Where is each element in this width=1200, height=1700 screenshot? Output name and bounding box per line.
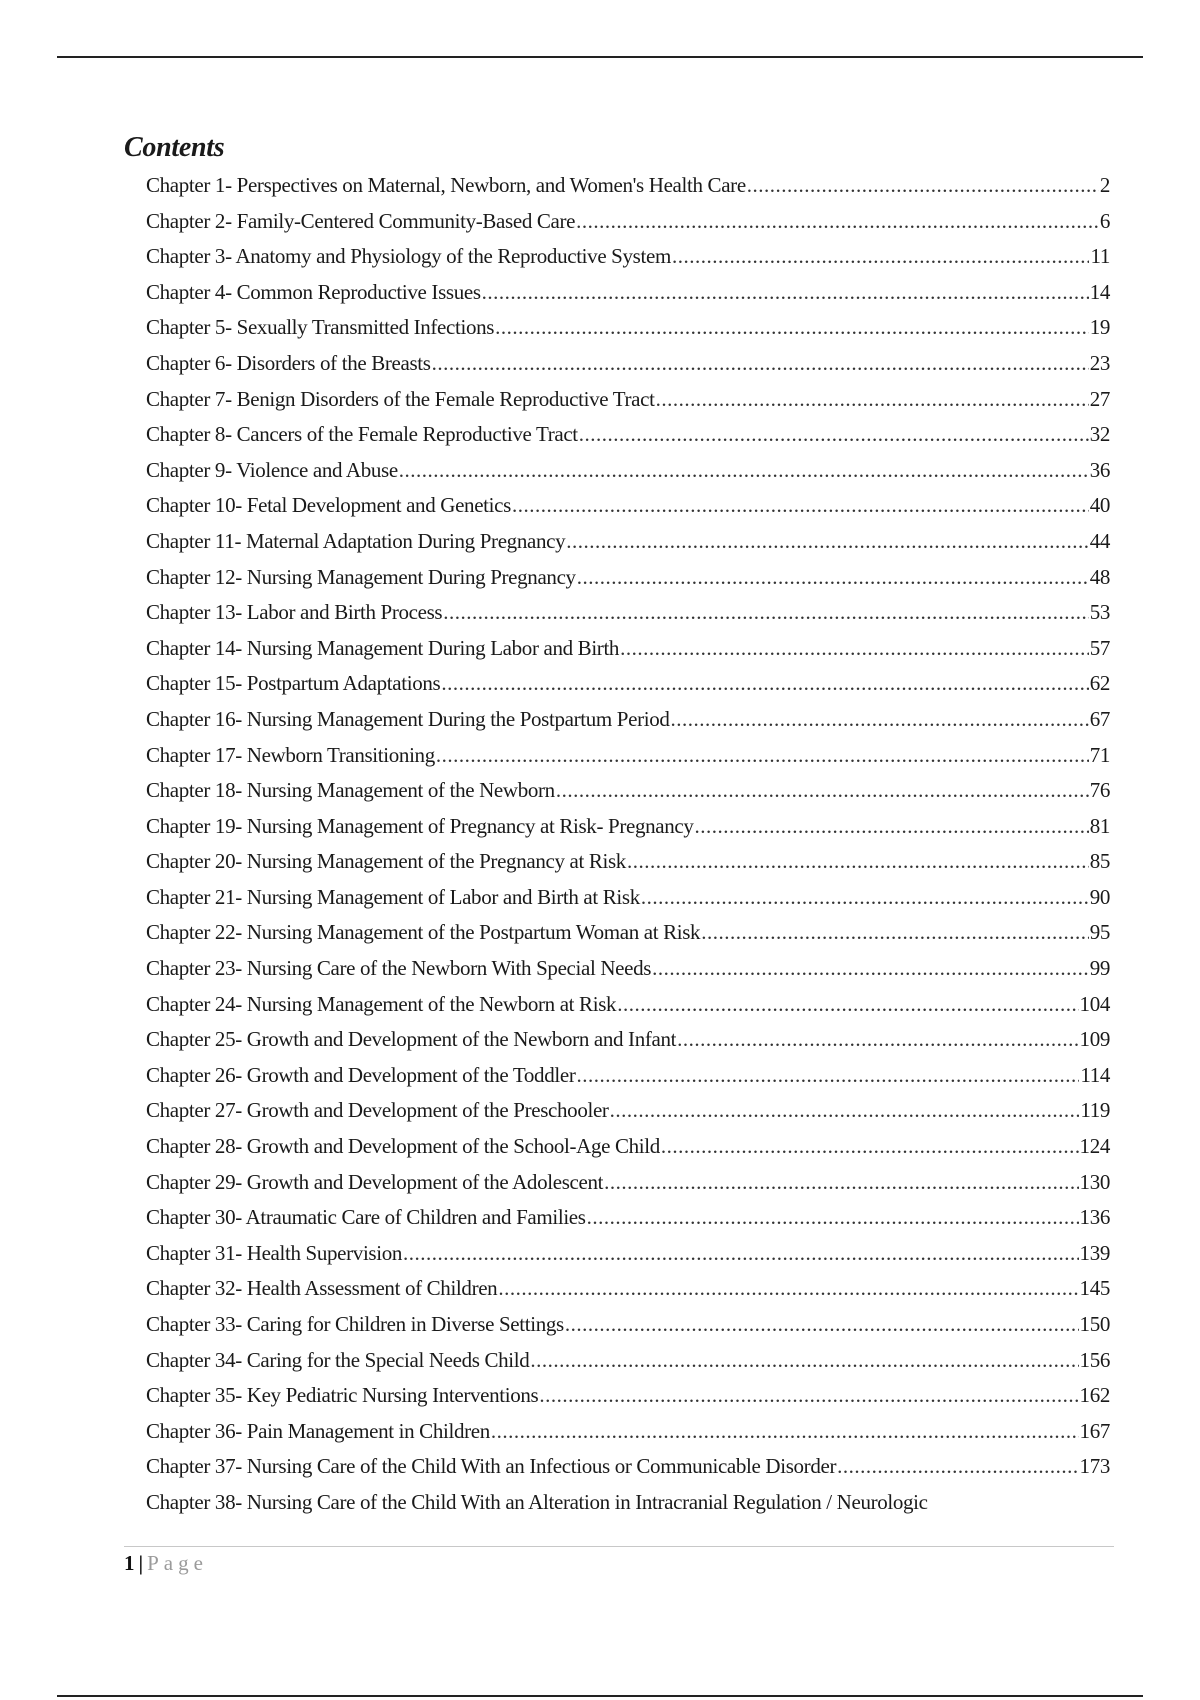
toc-entry[interactable] <box>146 1419 1110 1455</box>
toc-entry[interactable] <box>146 636 1110 672</box>
toc-entry-title: Chapter 37- Nursing Care of the Child With an Infectious or Communicable Disorder <box>146 1454 837 1479</box>
toc-entry-page: 14 <box>1089 279 1110 304</box>
toc-dot-leader <box>436 743 1089 768</box>
toc-entry-page: 2 <box>1099 173 1110 197</box>
toc-entry-title: Chapter 22- Nursing Management of the Postpartum Woman at Risk <box>146 920 701 945</box>
toc-entry-page: 53 <box>1089 600 1110 625</box>
toc-entry[interactable] <box>146 671 1110 707</box>
toc-entry-title: Chapter 32- Health Assessment of Children <box>146 1276 498 1301</box>
toc-dot-leader <box>620 636 1089 661</box>
toc-entry-page: 19 <box>1089 315 1110 340</box>
toc-entry-title: Chapter 23- Nursing Care of the Newborn With Special Needs <box>146 956 652 981</box>
toc-entry-title: Chapter 4- Common Reproductive Issues <box>146 279 481 304</box>
toc-entry-title: Chapter 27- Growth and Development of the Preschooler <box>146 1098 609 1123</box>
toc-entry-page: 81 <box>1089 813 1110 838</box>
toc-entry-title: Chapter 36- Pain Management in Children <box>146 1418 490 1443</box>
toc-entry[interactable] <box>146 1490 1110 1526</box>
toc-dot-leader <box>671 707 1089 732</box>
toc-dot-leader <box>565 1312 1079 1337</box>
toc-entry-title: Chapter 26- Growth and Development of the Toddler <box>146 1062 576 1087</box>
toc-dot-leader <box>443 600 1088 625</box>
toc-entry-page: 57 <box>1089 635 1110 660</box>
toc-entry-page: 104 <box>1079 991 1110 1016</box>
toc-dot-leader <box>577 565 1089 590</box>
toc-entry-page: 124 <box>1079 1134 1110 1159</box>
toc-entry-page: 32 <box>1089 422 1110 447</box>
toc-entry-title: Chapter 35- Key Pediatric Nursing Interventions <box>146 1383 539 1408</box>
toc-dot-leader <box>530 1348 1078 1373</box>
toc-entry-page: 85 <box>1089 849 1110 874</box>
toc-entry-page: 6 <box>1099 208 1110 233</box>
toc-dot-leader <box>604 1170 1078 1195</box>
toc-entry[interactable] <box>146 1348 1110 1384</box>
toc-dot-leader <box>837 1454 1078 1479</box>
toc-entry-page: 114 <box>1080 1062 1110 1087</box>
toc-dot-leader <box>512 493 1089 518</box>
toc-dot-leader <box>482 280 1089 305</box>
toc-dot-leader <box>556 778 1089 803</box>
toc-entry-title: Chapter 13- Labor and Birth Process <box>146 600 443 625</box>
toc-entry-title: Chapter 8- Cancers of the Female Reproductive Tract <box>146 422 578 447</box>
toc-entry-page: 95 <box>1089 920 1110 945</box>
toc-entry-title: Chapter 11- Maternal Adaptation During Pregnancy <box>146 528 566 553</box>
toc-entry-title: Chapter 19- Nursing Management of Pregnancy at Risk- Pregnancy <box>146 813 694 838</box>
toc-entry[interactable] <box>146 458 1110 494</box>
toc-dot-leader <box>432 351 1089 376</box>
toc-entry-page: 119 <box>1080 1098 1110 1123</box>
toc-entry-title: Chapter 18- Nursing Management of the Newborn <box>146 778 555 803</box>
table-of-contents <box>146 173 1110 1526</box>
toc-dot-leader <box>672 244 1090 269</box>
toc-entry-title: Chapter 38- Nursing Care of the Child With an Alteration in Intracranial Regulation / Neurologic <box>146 1489 928 1514</box>
toc-entry[interactable] <box>146 778 1110 814</box>
toc-dot-leader <box>403 1241 1079 1266</box>
toc-entry[interactable] <box>146 244 1110 280</box>
toc-entry[interactable] <box>146 1170 1110 1206</box>
toc-dot-leader <box>661 1134 1079 1159</box>
toc-entry-page: 136 <box>1079 1205 1110 1230</box>
toc-dot-leader <box>641 885 1089 910</box>
toc-entry-page: 36 <box>1089 457 1110 482</box>
toc-entry-title: Chapter 20- Nursing Management of the Pregnancy at Risk <box>146 849 626 874</box>
toc-dot-leader <box>627 849 1089 874</box>
toc-entry-title: Chapter 25- Growth and Development of the Newborn and Infant <box>146 1027 677 1052</box>
toc-dot-leader <box>491 1419 1079 1444</box>
toc-entry-page: 23 <box>1089 350 1110 375</box>
toc-entry-page: 99 <box>1089 956 1110 981</box>
toc-entry-title: Chapter 10- Fetal Development and Genetics <box>146 493 511 518</box>
toc-dot-leader <box>539 1383 1078 1408</box>
toc-dot-leader <box>498 1276 1078 1301</box>
toc-entry-title: Chapter 7- Benign Disorders of the Female Reproductive Tract <box>146 386 655 411</box>
toc-entry-title: Chapter 15- Postpartum Adaptations <box>146 671 441 696</box>
toc-dot-leader <box>652 956 1089 981</box>
toc-entry-title: Chapter 12- Nursing Management During Pregnancy <box>146 564 576 589</box>
toc-dot-leader <box>610 1098 1080 1123</box>
toc-entry-title: Chapter 16- Nursing Management During the Postpartum Period <box>146 706 670 731</box>
toc-entry[interactable] <box>146 956 1110 992</box>
toc-dot-leader <box>441 671 1088 696</box>
contents-heading: Contents <box>124 132 225 163</box>
toc-entry-page: 150 <box>1079 1312 1110 1336</box>
toc-dot-leader <box>399 458 1089 483</box>
toc-entry[interactable] <box>146 1063 1110 1099</box>
toc-entry-page: 40 <box>1089 493 1110 518</box>
toc-entry-title: Chapter 5- Sexually Transmitted Infections <box>146 315 495 340</box>
toc-dot-leader <box>587 1205 1079 1230</box>
toc-dot-leader <box>576 209 1099 234</box>
toc-entry-page: 67 <box>1089 706 1110 731</box>
toc-dot-leader <box>677 1027 1078 1052</box>
toc-entry[interactable] <box>146 1241 1110 1277</box>
toc-entry[interactable] <box>146 565 1110 601</box>
toc-entry-title: Chapter 24- Nursing Management of the Newborn at Risk <box>146 991 617 1016</box>
toc-entry-page: 173 <box>1079 1454 1110 1479</box>
toc-entry[interactable] <box>146 493 1110 529</box>
toc-entry-page: 62 <box>1089 671 1110 696</box>
toc-entry-title: Chapter 33- Caring for Children in Diverse Settings <box>146 1312 564 1336</box>
toc-entry[interactable] <box>146 1205 1110 1241</box>
toc-entry-title: Chapter 3- Anatomy and Physiology of the Reproductive System <box>146 244 671 269</box>
toc-entry-title: Chapter 14- Nursing Management During Labor and Birth <box>146 635 620 660</box>
footer-page-number: 1 <box>124 1551 135 1575</box>
toc-entry-title: Chapter 9- Violence and Abuse <box>146 457 398 482</box>
toc-entry[interactable] <box>146 1383 1110 1419</box>
toc-entry[interactable] <box>146 173 1110 209</box>
toc-entry[interactable] <box>146 849 1110 885</box>
page-footer <box>124 1551 208 1576</box>
toc-entry-page: 167 <box>1079 1418 1110 1443</box>
toc-entry[interactable] <box>146 1312 1110 1348</box>
toc-entry-page: 130 <box>1079 1169 1110 1194</box>
toc-entry[interactable] <box>146 992 1110 1028</box>
toc-dot-leader <box>566 529 1088 554</box>
toc-entry[interactable] <box>146 280 1110 316</box>
top-rule <box>57 56 1143 58</box>
toc-dot-leader <box>495 315 1089 340</box>
toc-entry-page: 109 <box>1079 1027 1110 1052</box>
toc-entry-title: Chapter 21- Nursing Management of Labor and Birth at Risk <box>146 884 640 909</box>
toc-entry[interactable] <box>146 1027 1110 1063</box>
toc-entry-title: Chapter 29- Growth and Development of the Adolescent <box>146 1169 604 1194</box>
toc-entry-title: Chapter 34- Caring for the Special Needs Child <box>146 1347 530 1372</box>
toc-entry-page: 11 <box>1090 244 1110 269</box>
toc-entry[interactable] <box>146 529 1110 565</box>
footer-page-word: Page <box>147 1551 208 1575</box>
toc-entry[interactable] <box>146 209 1110 245</box>
toc-entry[interactable] <box>146 387 1110 423</box>
toc-entry[interactable] <box>146 422 1110 458</box>
toc-entry-page: 156 <box>1079 1347 1110 1372</box>
toc-entry[interactable] <box>146 885 1110 921</box>
footer-rule <box>124 1546 1114 1547</box>
toc-entry[interactable] <box>146 600 1110 636</box>
toc-entry-title: Chapter 2- Family-Centered Community-Based Care <box>146 208 576 233</box>
toc-entry[interactable] <box>146 814 1110 850</box>
toc-entry-page: 44 <box>1089 528 1110 553</box>
toc-entry[interactable] <box>146 920 1110 956</box>
toc-entry-page: 90 <box>1089 884 1110 909</box>
toc-entry[interactable] <box>146 1276 1110 1312</box>
toc-entry-page: 71 <box>1089 742 1110 767</box>
toc-entry[interactable] <box>146 743 1110 779</box>
toc-entry-page: 139 <box>1079 1240 1110 1265</box>
toc-entry-title: Chapter 6- Disorders of the Breasts <box>146 350 431 375</box>
toc-entry-title: Chapter 1- Perspectives on Maternal, Newborn, and Women's Health Care <box>146 173 746 197</box>
toc-entry-page: 27 <box>1089 386 1110 411</box>
toc-entry[interactable] <box>146 1454 1110 1490</box>
toc-entry[interactable] <box>146 707 1110 743</box>
toc-entry-title: Chapter 31- Health Supervision <box>146 1240 403 1265</box>
toc-dot-leader <box>695 814 1089 839</box>
toc-entry-title: Chapter 28- Growth and Development of the School-Age Child <box>146 1134 660 1159</box>
toc-entry[interactable] <box>146 351 1110 387</box>
toc-dot-leader <box>576 1063 1079 1088</box>
toc-dot-leader <box>747 173 1099 198</box>
toc-entry[interactable] <box>146 1098 1110 1134</box>
toc-entry-page: 48 <box>1089 564 1110 589</box>
toc-dot-leader <box>701 920 1088 945</box>
toc-dot-leader <box>617 992 1078 1017</box>
toc-entry-page: 145 <box>1079 1276 1110 1301</box>
footer-separator: | <box>138 1551 144 1575</box>
toc-entry-page: 76 <box>1089 778 1110 803</box>
bottom-rule <box>57 1695 1143 1697</box>
toc-dot-leader <box>656 387 1089 412</box>
toc-entry[interactable] <box>146 315 1110 351</box>
toc-dot-leader <box>579 422 1089 447</box>
toc-entry[interactable] <box>146 1134 1110 1170</box>
toc-entry-page: 162 <box>1079 1383 1110 1408</box>
toc-entry-title: Chapter 17- Newborn Transitioning <box>146 742 435 767</box>
toc-entry-title: Chapter 30- Atraumatic Care of Children and Families <box>146 1205 586 1230</box>
